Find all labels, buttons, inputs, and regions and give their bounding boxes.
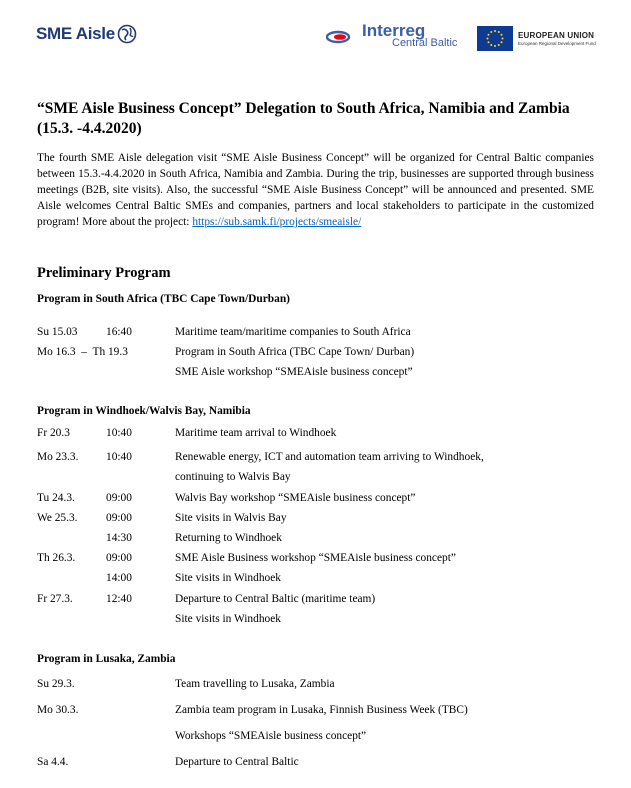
eu-star: [490, 44, 492, 46]
row-activity: SME Aisle Business workshop “SMEAisle business concept”: [175, 552, 456, 564]
row-date: Th 26.3.: [37, 552, 76, 564]
eu-star: [490, 31, 492, 33]
eu-star: [494, 30, 496, 32]
eu-star: [488, 34, 490, 36]
eu-logo: [477, 26, 596, 51]
row-activity: Returning to Windhoek: [175, 532, 282, 544]
row-date: Mo 30.3.: [37, 704, 79, 716]
interreg-swirl-icon: [326, 30, 358, 44]
row-activity: Site visits in Windhoek: [175, 613, 281, 625]
eu-star: [487, 38, 489, 40]
intro-text: The fourth SME Aisle delegation visit “SME Aisle Business Concept” will be organized for Central Baltic companies between 15.3.-4.4.2020 in South Africa, Namibia and Zambia. During the trip, businesses are supported through business meetings (B2B, site visits). Also, the successful “SME Aisle Business Concept” will be announced and presented. SME Aisle welcomes Central Baltic SMEs and companies, partners and local stakeholders to participate in the customized program! More about the project:: [37, 152, 594, 228]
eu-star: [488, 41, 490, 43]
intro-paragraph: [37, 150, 594, 230]
interreg-program: Central Baltic: [392, 37, 458, 49]
row-activity: Departure to Central Baltic: [175, 756, 299, 768]
row-activity: Maritime team arrival to Windhoek: [175, 427, 337, 439]
row-date: Su 29.3.: [37, 678, 75, 690]
row-activity: Maritime team/maritime companies to South Africa: [175, 326, 411, 338]
eu-fund: European Regional Development Fund: [518, 41, 596, 46]
row-time: 10:40: [106, 451, 132, 463]
row-date: We 25.3.: [37, 512, 78, 524]
project-link[interactable]: https://sub.samk.fi/projects/smeaisle/: [192, 216, 362, 228]
row-date: Mo 23.3.: [37, 451, 79, 463]
row-activity: SME Aisle workshop “SMEAisle business concept”: [175, 366, 413, 378]
row-activity: continuing to Walvis Bay: [175, 471, 291, 483]
section-heading-south-africa: Program in South Africa (TBC Cape Town/Durban): [37, 293, 290, 305]
row-date: Tu 24.3.: [37, 492, 75, 504]
row-time: 09:00: [106, 512, 132, 524]
row-activity: Walvis Bay workshop “SMEAisle business concept”: [175, 492, 416, 504]
eu-name: EUROPEAN UNION: [518, 31, 595, 40]
row-time: 09:00: [106, 492, 132, 504]
row-time: 12:40: [106, 593, 132, 605]
row-activity: Departure to Central Baltic (maritime team): [175, 593, 376, 605]
interreg-name: Interreg: [362, 21, 426, 40]
eu-star: [502, 38, 504, 40]
eu-star: [501, 41, 503, 43]
eu-flag-icon: [477, 26, 513, 51]
row-time: 10:40: [106, 427, 132, 439]
sme-aisle-logo: [36, 24, 137, 44]
row-date: Mo 16.3 – Th 19.3: [37, 346, 128, 358]
document-title: “SME Aisle Business Concept” Delegation to South Africa, Namibia and Zambia (15.3. -4.4.2020): [37, 100, 570, 137]
eu-star: [494, 45, 496, 47]
row-time: 09:00: [106, 552, 132, 564]
row-activity: Team travelling to Lusaka, Zambia: [175, 678, 335, 690]
eu-star: [498, 31, 500, 33]
row-time: 16:40: [106, 326, 132, 338]
row-time: 14:30: [106, 532, 132, 544]
row-date: Su 15.03: [37, 326, 78, 338]
sme-aisle-logo-text: SME Aisle: [36, 24, 115, 43]
row-activity: Site visits in Walvis Bay: [175, 512, 287, 524]
row-time: 14:00: [106, 572, 132, 584]
eu-star: [501, 34, 503, 36]
row-activity: Program in South Africa (TBC Cape Town/ Durban): [175, 346, 415, 358]
row-activity: Workshops “SMEAisle business concept”: [175, 730, 367, 742]
section-heading-namibia: Program in Windhoek/Walvis Bay, Namibia: [37, 405, 251, 417]
row-activity: Renewable energy, ICT and automation team arriving to Windhoek,: [175, 451, 484, 463]
row-date: Fr 27.3.: [37, 593, 73, 605]
row-date: Fr 20.3: [37, 427, 70, 439]
row-activity: Site visits in Windhoek: [175, 572, 281, 584]
globe-icon: [117, 24, 137, 44]
section-heading-zambia: Program in Lusaka, Zambia: [37, 653, 176, 665]
row-date: Sa 4.4.: [37, 756, 69, 768]
interreg-logo: [326, 21, 458, 50]
row-activity: Zambia team program in Lusaka, Finnish Business Week (TBC): [175, 704, 468, 716]
eu-star: [498, 44, 500, 46]
preliminary-program-heading: Preliminary Program: [37, 265, 171, 281]
